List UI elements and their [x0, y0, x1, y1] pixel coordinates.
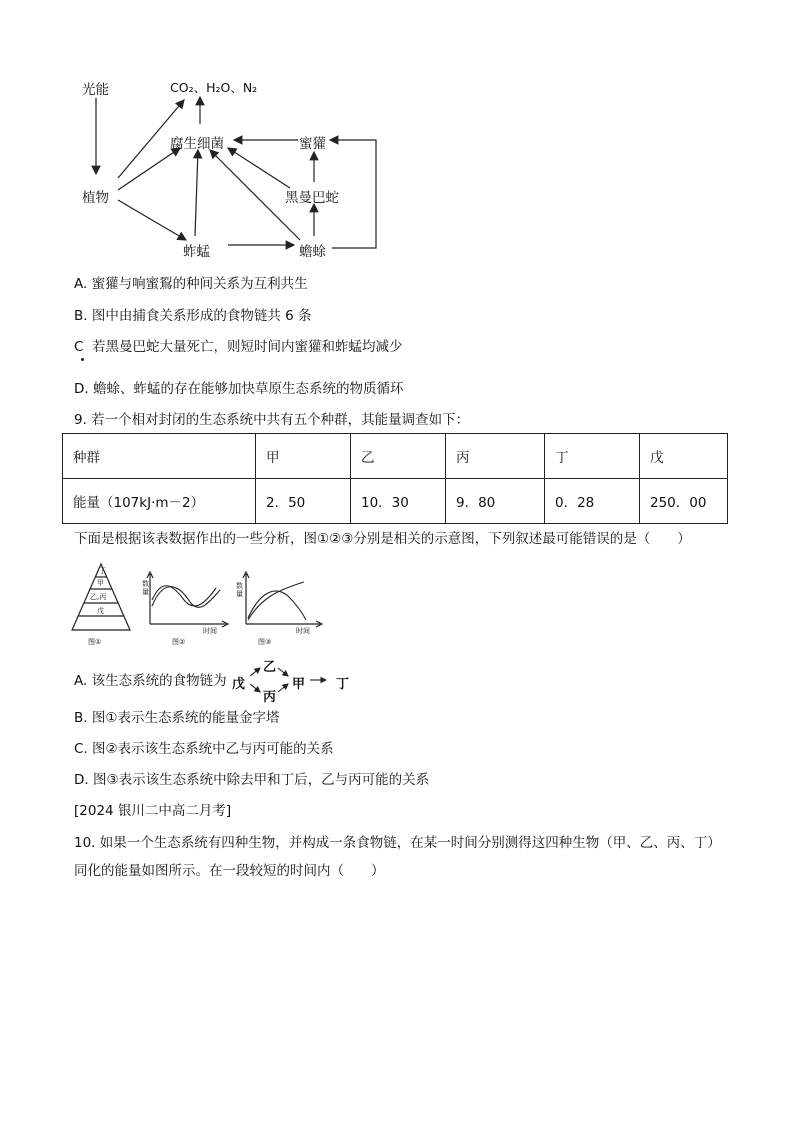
pyramid-level-4: 戊 — [97, 607, 104, 615]
chain-start: 戊 — [232, 677, 246, 692]
q10-line-1: 10. 如果一个生态系统有四种生物，并构成一条食物链，在某一时间分别测得这四种生物（甲、乙、丙、丁） — [74, 835, 721, 851]
fig3-x-label: 时间 — [296, 627, 310, 635]
q8-option-a: A. 蜜獾与响蜜鴷的种间关系为互利共生 — [74, 276, 308, 292]
table-cell: 9．80 — [446, 479, 545, 524]
table-cell: 能量（107kJ·m－2） — [63, 479, 256, 524]
fig2-x-label: 时间 — [203, 627, 217, 635]
node-mongoose: 蜜獾 — [299, 136, 326, 152]
fig3-caption: 图③ — [258, 638, 272, 646]
pyramid-level-1: 丁 — [99, 567, 106, 575]
chain-upper: 乙 — [263, 660, 277, 675]
fig3-axes — [243, 572, 322, 627]
node-plant: 植物 — [82, 190, 109, 206]
q9-stem: 9. 若一个相对封闭的生态系统中共有五个种群，其能量调查如下： — [74, 412, 470, 428]
q9-option-c: C. 图②表示该生态系统中乙与丙可能的关系 — [74, 741, 334, 757]
q9-intro: 下面是根据该表数据作出的一些分析，图①②③分别是相关的示意图，下列叙述最可能错误的是（ ） — [74, 531, 691, 547]
q9-option-b: B. 图①表示生态系统的能量金字塔 — [74, 710, 280, 726]
arrow-plant-grasshopper — [118, 200, 186, 240]
fig3-curve-1 — [248, 582, 304, 620]
q8-option-c-letter: C — [74, 339, 84, 355]
table-cell: 丙 — [446, 434, 545, 479]
table-cell: 甲 — [256, 434, 351, 479]
arrow-snake-decomposer — [228, 148, 290, 188]
pyramid-level-3: 乙,丙 — [90, 593, 107, 601]
arrow-plant-decomposer — [118, 148, 180, 190]
q10-line-2: 同化的能量如图所示。在一段较短的时间内（ ） — [74, 863, 385, 879]
table-cell: 250．00 — [640, 479, 728, 524]
q9-option-a: A. 该生态系统的食物链为 — [74, 673, 227, 689]
energy-table — [62, 433, 728, 524]
pyramid-level-2: 甲 — [97, 579, 104, 587]
table-cell: 戊 — [640, 434, 728, 479]
table-header-row — [63, 434, 728, 479]
table-cell: 10．30 — [351, 479, 446, 524]
fig2-y-label: 数量 — [142, 580, 149, 596]
node-light: 光能 — [82, 82, 109, 98]
node-snake: 黑曼巴蛇 — [285, 190, 339, 206]
fig2-caption: 图② — [172, 638, 186, 646]
chain-end-2: 丁 — [336, 677, 350, 692]
table-cell: 丁 — [545, 434, 640, 479]
node-inorganic: CO₂、H₂O、N₂ — [170, 80, 258, 95]
fig2-curve-2 — [152, 587, 220, 608]
table-cell: 乙 — [351, 434, 446, 479]
fig3-curve-2 — [248, 591, 306, 620]
chain-end-1: 甲 — [292, 677, 306, 692]
node-decomposer: 腐生细菌 — [170, 136, 224, 152]
table-cell: 2．50 — [256, 479, 351, 524]
node-grasshopper: 蚱蜢 — [183, 244, 210, 260]
table-row — [63, 479, 728, 524]
q8-option-c: 若黑曼巴蛇大量死亡，则短时间内蜜獾和蚱蜢均减少 — [92, 339, 403, 355]
food-web-arrows — [0, 0, 794, 270]
node-spider: 蟾蜍 — [299, 244, 326, 260]
fig2-axes — [147, 572, 228, 627]
chain-lower: 丙 — [263, 690, 277, 705]
q8-option-b: B. 图中由捕食关系形成的食物链共 6 条 — [74, 308, 312, 324]
stray-dot — [81, 358, 84, 361]
fig3-y-label: 数量 — [236, 582, 243, 598]
table-cell: 0．28 — [545, 479, 640, 524]
fig2-curve-1 — [152, 586, 216, 606]
q8-option-d: D. 蟾蜍、蚱蜢的存在能够加快草原生态系统的物质循环 — [74, 381, 404, 397]
fig1-caption: 图① — [88, 638, 102, 646]
arrow-grasshopper-decomposer — [195, 150, 198, 236]
source-tag: [2024 银川二中高二月考] — [74, 803, 232, 819]
table-cell: 种群 — [63, 434, 256, 479]
q9-option-d: D. 图③表示该生态系统中除去甲和丁后，乙与丙可能的关系 — [74, 772, 430, 788]
